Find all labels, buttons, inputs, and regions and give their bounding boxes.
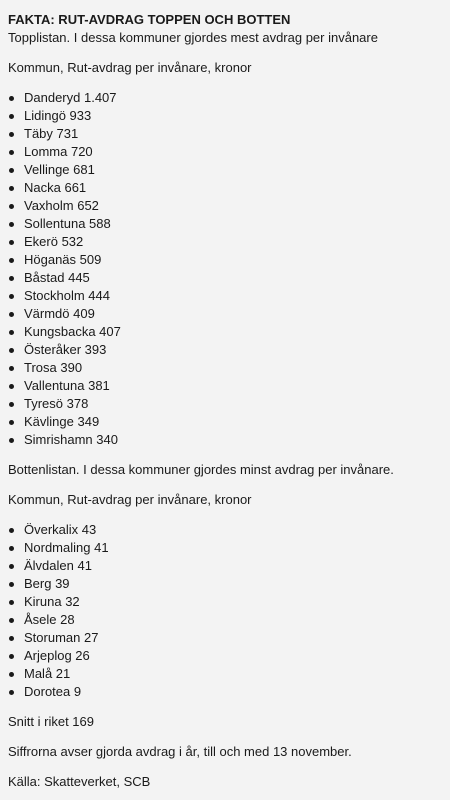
top-list-intro: Topplistan. I dessa kommuner gjordes mest avdrag per invånare [8,30,378,45]
top-list-item: Vallentuna 381 [24,377,442,395]
bottom-list-item: Kiruna 32 [24,593,442,611]
top-list-item: Kävlinge 349 [24,413,442,431]
top-list-item: Kungsbacka 407 [24,323,442,341]
bottom-list-item: Nordmaling 41 [24,539,442,557]
bottom-list-item: Malå 21 [24,665,442,683]
top-list-item: Båstad 445 [24,269,442,287]
top-list-item: Tyresö 378 [24,395,442,413]
top-list-item: Höganäs 509 [24,251,442,269]
bottom-list-item: Dorotea 9 [24,683,442,701]
bottom-list-item: Åsele 28 [24,611,442,629]
top-list-item: Täby 731 [24,125,442,143]
top-list-item: Sollentuna 588 [24,215,442,233]
top-list-item: Vaxholm 652 [24,197,442,215]
top-list-item: Danderyd 1.407 [24,89,442,107]
top-list-item: Värmdö 409 [24,305,442,323]
top-list-item: Österåker 393 [24,341,442,359]
bottom-list-item: Överkalix 43 [24,521,442,539]
bottom-list-intro: Bottenlistan. I dessa kommuner gjordes minst avdrag per invånare. [8,462,394,477]
top-list [8,89,442,449]
source-credit: Källa: Skatteverket, SCB [8,774,151,789]
top-list-item: Nacka 661 [24,179,442,197]
bottom-list-item: Storuman 27 [24,629,442,647]
top-list-header: Kommun, Rut-avdrag per invånare, kronor [8,60,252,75]
national-average: Snitt i riket 169 [8,714,94,729]
top-list-item: Trosa 390 [24,359,442,377]
footnote: Siffrorna avser gjorda avdrag i år, till och med 13 november. [8,744,352,759]
bottom-list-item: Berg 39 [24,575,442,593]
top-list-item: Lidingö 933 [24,107,442,125]
bottom-list [8,521,442,701]
bottom-list-header: Kommun, Rut-avdrag per invånare, kronor [8,492,252,507]
bottom-list-item: Älvdalen 41 [24,557,442,575]
top-list-item: Vellinge 681 [24,161,442,179]
bottom-list-item: Arjeplog 26 [24,647,442,665]
top-list-item: Ekerö 532 [24,233,442,251]
top-list-item: Lomma 720 [24,143,442,161]
top-list-item: Stockholm 444 [24,287,442,305]
top-list-item: Simrishamn 340 [24,431,442,449]
fact-title: FAKTA: RUT-AVDRAG TOPPEN OCH BOTTEN [8,12,291,27]
